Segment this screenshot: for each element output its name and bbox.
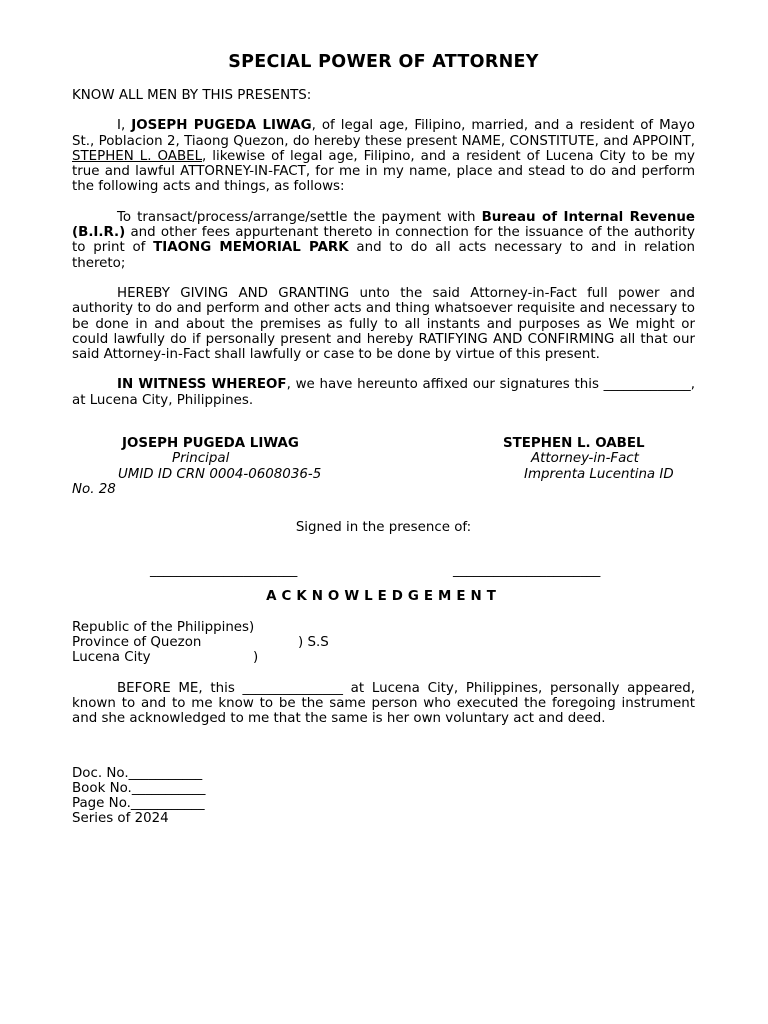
attorney-name: STEPHEN L. OABEL bbox=[72, 148, 203, 164]
venue-paren: ) bbox=[253, 650, 259, 666]
document-page bbox=[72, 52, 695, 827]
witness-lines bbox=[72, 563, 695, 587]
purpose-paragraph: To transact/process/arrange/settle the payment with Bureau of Internal Revenue (B.I.R.) and other fees appurtenant thereto in connection for the issuance of the authority to print of TIAONG MEMORIAL PARK and to do all acts necessary to and in relation thereto; bbox=[72, 209, 696, 271]
principal-sign-name: JOSEPH PUGEDA LIWAG bbox=[122, 436, 299, 452]
document-title: SPECIAL POWER OF ATTORNEY bbox=[228, 52, 539, 72]
witness-signature-line[interactable]: ______________________ bbox=[150, 563, 298, 579]
attorney-role: Attorney-in-Fact bbox=[531, 451, 639, 467]
principal-role: Principal bbox=[172, 451, 230, 467]
attorney-signature bbox=[503, 436, 674, 482]
venue-line: Lucena City bbox=[72, 650, 151, 666]
principal-name: JOSEPH PUGEDA LIWAG bbox=[131, 118, 312, 134]
presence-line: Signed in the presence of: bbox=[295, 520, 472, 536]
attorney-sign-name: STEPHEN L. OABEL bbox=[503, 436, 645, 452]
opening-line: KNOW ALL MEN BY THIS PRESENTS: bbox=[72, 88, 312, 103]
witness-signature-line[interactable]: ______________________ bbox=[453, 563, 601, 579]
notarial-register bbox=[72, 766, 695, 827]
venue-ss: ) S.S bbox=[298, 634, 329, 650]
witness-whereof: IN WITNESS WHEREOF bbox=[117, 377, 287, 393]
principal-id: UMID ID CRN 0004-0608036-5 bbox=[118, 466, 322, 482]
doc-no[interactable]: Doc. No.___________ bbox=[72, 765, 203, 781]
page-no[interactable]: Page No.___________ bbox=[72, 796, 205, 812]
series-year: Series of 2024 bbox=[72, 811, 169, 827]
before-me-paragraph: BEFORE ME, this _______________ at Lucena City, Philippines, personally appeared, known to and to me know to be the same person who executed the foregoing instrument and she acknowledged to me that the same is her own voluntary act and deed. bbox=[72, 680, 695, 727]
book-no[interactable]: Book No.___________ bbox=[72, 780, 206, 796]
venue-block bbox=[72, 620, 695, 666]
acknowledgement-title: ACKNOWLEDGEMENT bbox=[266, 589, 501, 605]
witness-paragraph: IN WITNESS WHEREOF, we have hereunto affixed our signatures this _____________, at Lucena City, Philippines. bbox=[72, 377, 695, 408]
bir-text: Bureau of Internal Revenue (B.I.R.) bbox=[72, 209, 695, 241]
park-name: TIAONG MEMORIAL PARK bbox=[153, 240, 349, 256]
principal-signature bbox=[118, 436, 322, 482]
venue-line: Republic of the Philippines) bbox=[72, 619, 255, 635]
attorney-id: Imprenta Lucentina ID bbox=[524, 466, 674, 482]
signature-block bbox=[72, 436, 695, 498]
id-number-suffix: No. 28 bbox=[72, 482, 116, 498]
granting-paragraph: HEREBY GIVING AND GRANTING unto the said Attorney-in-Fact full power and authority to do and perform and other acts and thing whatsoever requisite and necessary to be done in and about the premises as fully to all instants and purposes as We might or could lawfully do if personally present and hereby RATIFYING AND CONFIRMING all that our said Attorney-in-Fact shall lawfully or case to be done by virtue of this present. bbox=[72, 285, 695, 363]
venue-line: Province of Quezon bbox=[72, 634, 202, 650]
appointment-paragraph: I, JOSEPH PUGEDA LIWAG, of legal age, Filipino, married, and a resident of Mayo St., Poblacion 2, Tiaong Quezon, do hereby these present NAME, CONSTITUTE, and APPOINT, STEPHEN L. OABEL, likewise of legal age, Filipino, and a resident of Lucena City to be my true and lawful ATTORNEY-IN-FACT, for me in my name, place and stead to do and perform the following acts and things, as follows: bbox=[72, 118, 696, 195]
